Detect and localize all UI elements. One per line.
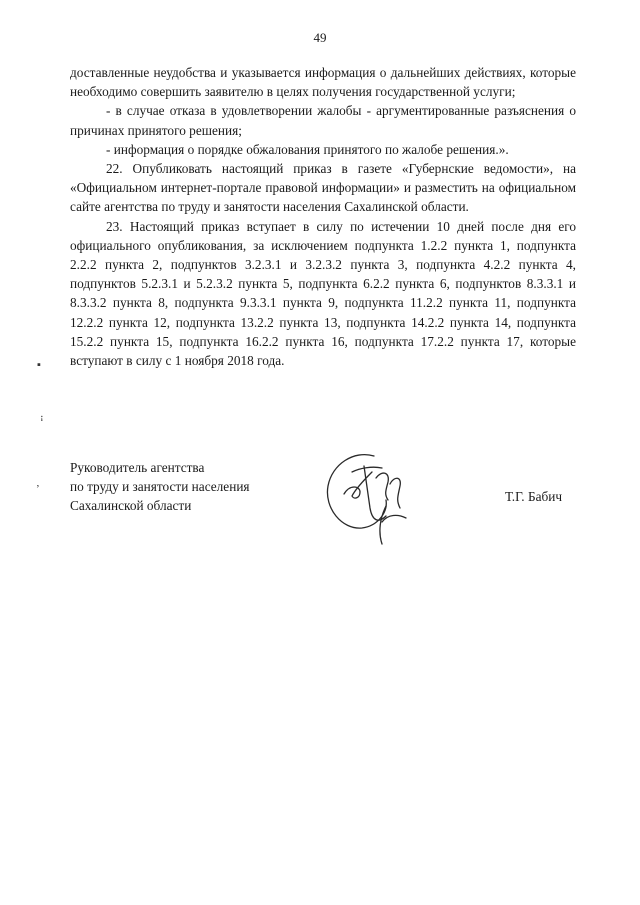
signatory-line-2: по труду и занятости населения bbox=[70, 479, 250, 495]
paragraph-refusal-item: - в случае отказа в удовлетворении жалобы - аргументированные разъяснения о причинах принятого решения; bbox=[70, 103, 576, 138]
paragraph-22-publication: 22. Опубликовать настоящий приказ в газете «Губернские ведомости», на «Официальном интернет-портале правовой информации» и разместить на официальном сайте агентства по труду и занятости населения Сахалинской области. bbox=[70, 161, 576, 215]
signatory-title bbox=[70, 458, 250, 516]
paragraph-continuation: доставленные неудобства и указывается информация о дальнейших действиях, которые необходимо совершить заявителю в целях получения государственной услуги; bbox=[70, 65, 576, 100]
signatory-line-3: Сахалинской области bbox=[70, 498, 192, 514]
signatory-line-1: Руководитель агентства bbox=[70, 460, 205, 475]
margin-speck: ‚ bbox=[36, 477, 40, 489]
paragraph-appeal-item: - информация о порядке обжалования принятого по жалобе решения.». bbox=[106, 141, 509, 157]
margin-speck: ▪ bbox=[37, 359, 41, 371]
paragraph-23-effective-date: 23. Настоящий приказ вступает в силу по истечении 10 дней после дня его официального опубликования, за исключением подпункта 1.2.2 пункта 1, подпункта 2.2.2 пункта 2, подпунктов 3.2.3.1 и 3.2.3.2 пункта 3, подпункта 4.2.2 пункта 4, подпунктов 5.2.3.1 и 5.2.3.2 пункта 5, подпункта 6.2.2 пункта 6, подпунктов 8.3.3.1 и 8.3.3.2 пункта 8, подпункта 9.3.3.1 пункта 9, подпункта 11.2.2 пункта 11, подпункта 12.2.2 пункта 12, подпункта 13.2.2 пункта 13, подпункта 14.2.2 пункта 14, подпункта 15.2.2 пункта 15, подпункта 16.2.2 пункта 16, подпункта 17.2.2 пункта 17, которые вступают в силу с 1 ноября 2018 года. bbox=[70, 218, 576, 369]
signer-name: Т.Г. Бабич bbox=[505, 489, 563, 504]
signature-icon bbox=[316, 442, 420, 546]
page-number: 49 bbox=[313, 30, 327, 45]
margin-speck: ꜟ bbox=[40, 414, 44, 426]
document-body bbox=[70, 63, 576, 370]
